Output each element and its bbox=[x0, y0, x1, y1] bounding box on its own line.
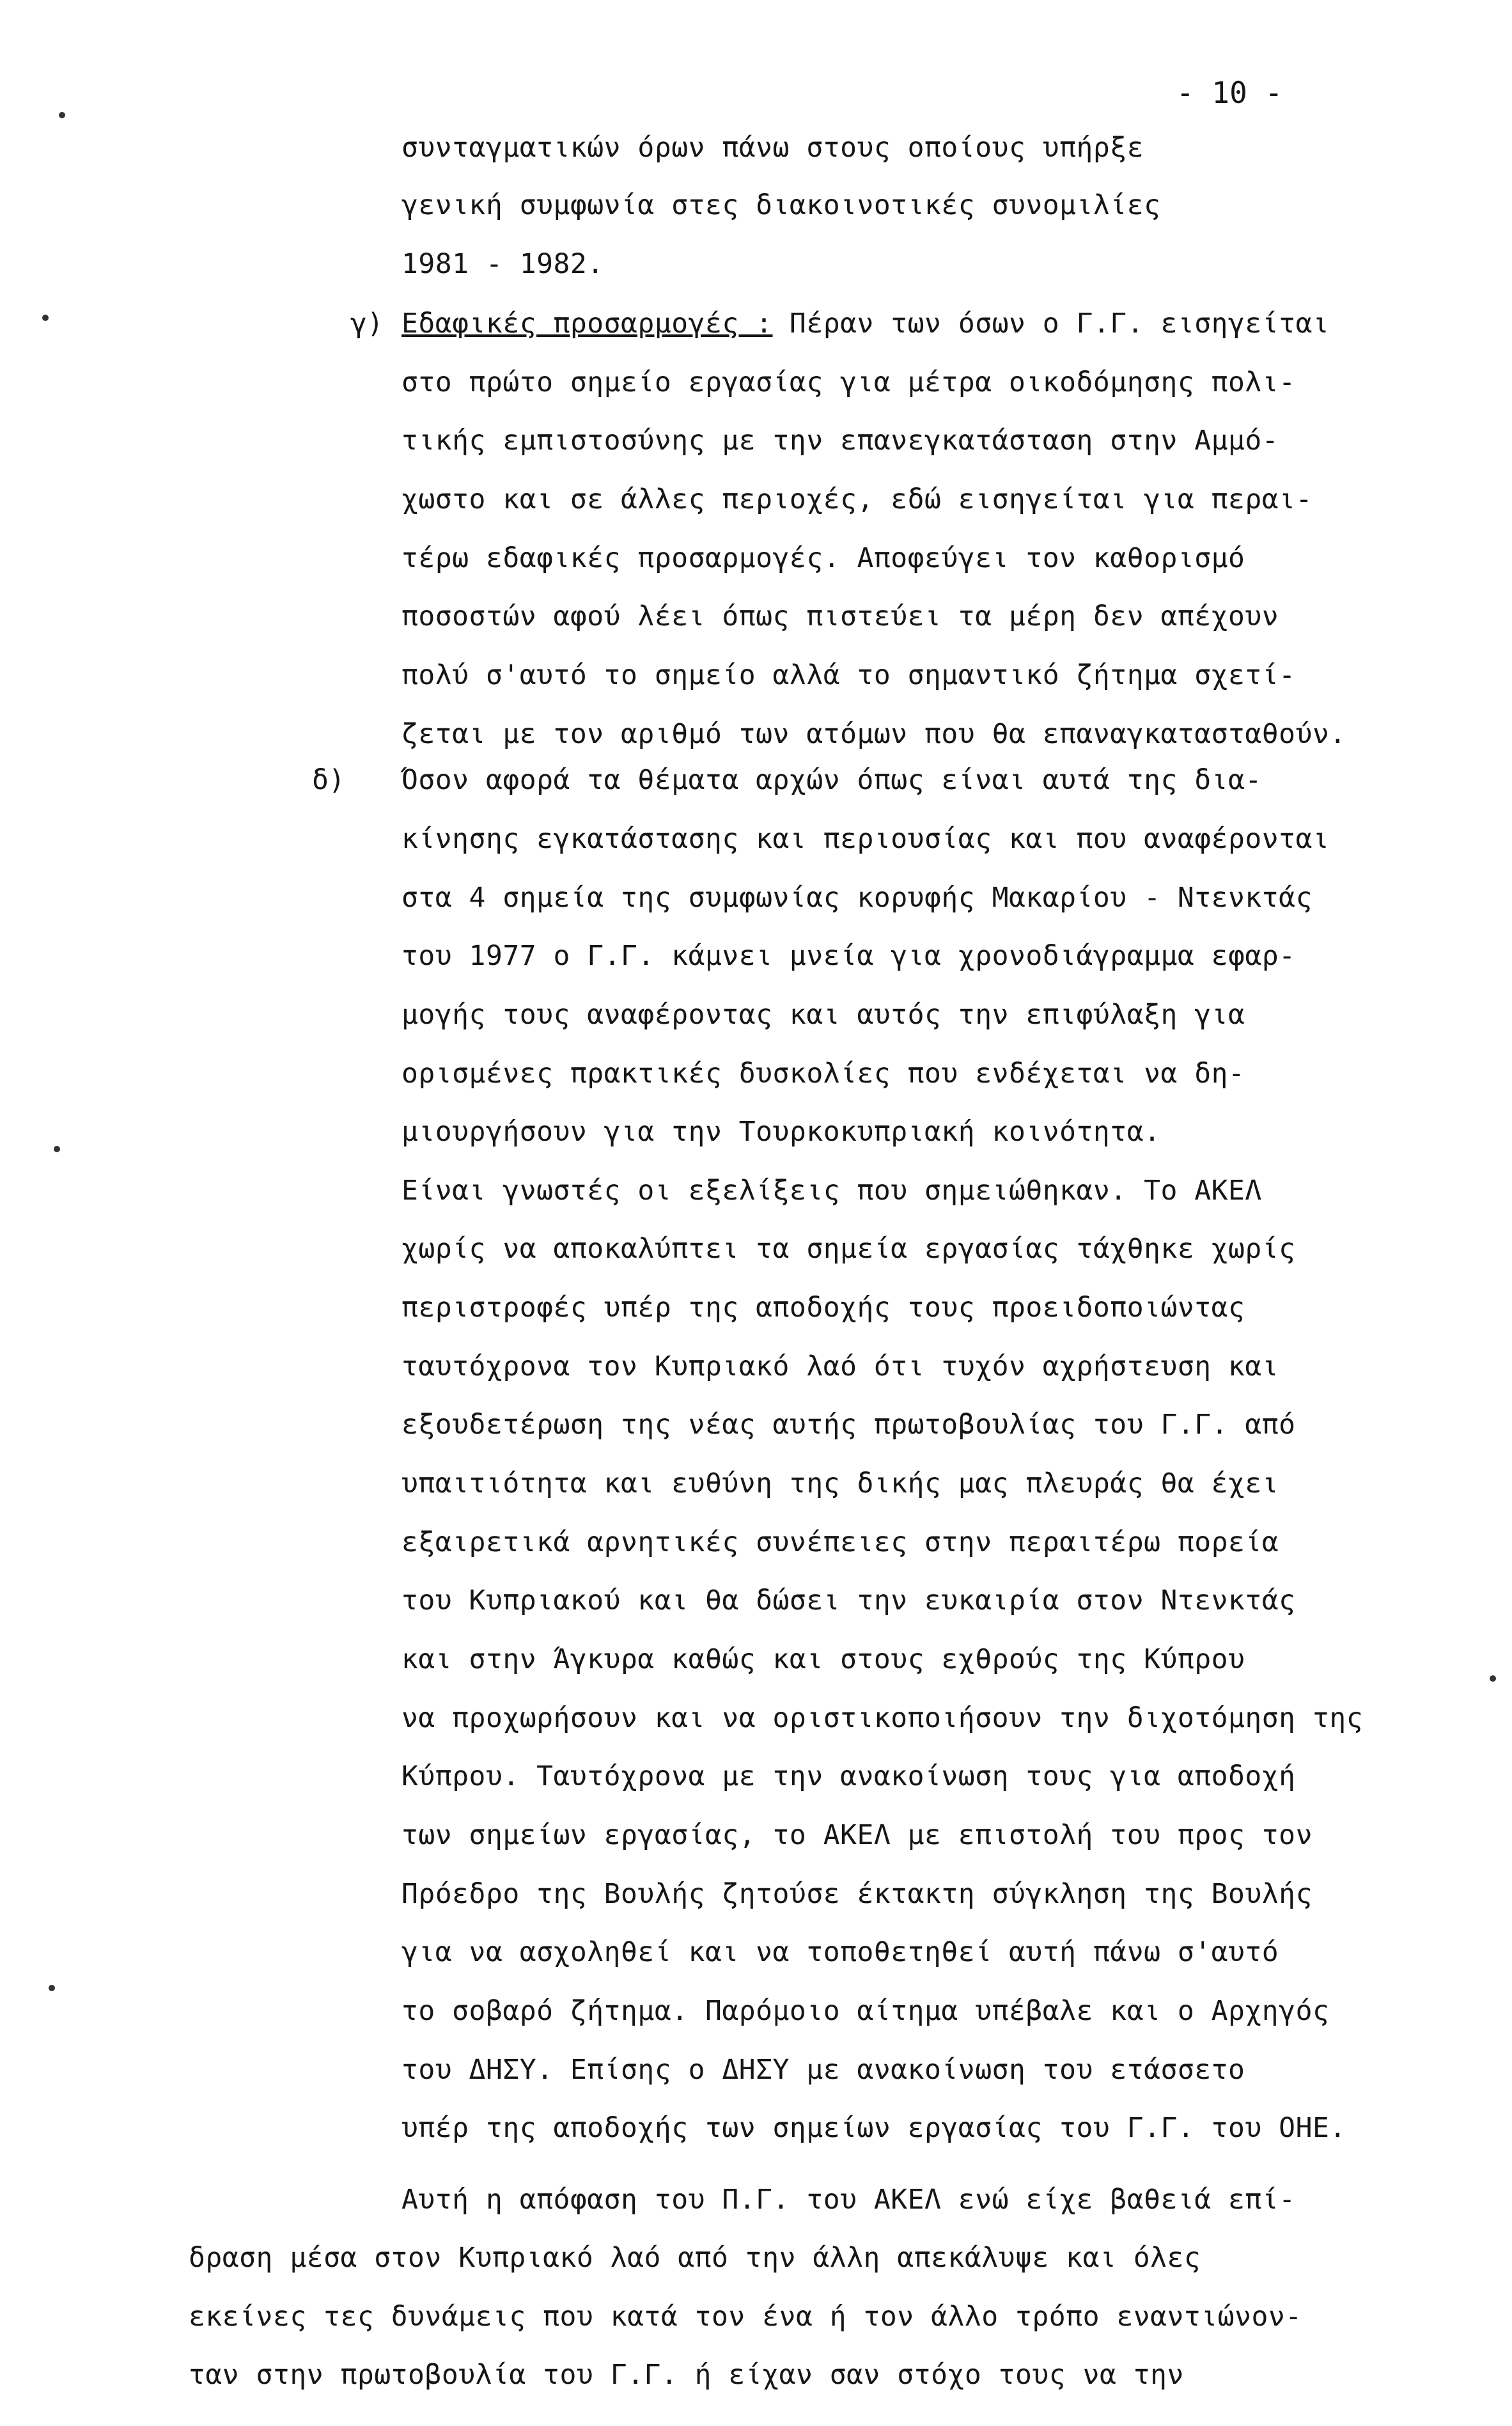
body-line: περιστροφές υπέρ της αποδοχής τους προειδοποιώντας bbox=[401, 1292, 1245, 1324]
body-line: ταν στην πρωτοβουλία του Γ.Γ. ή είχαν σαν στόχο τους να την bbox=[189, 2359, 1184, 2391]
body-line: Πρόεδρο της Βουλής ζητούσε έκτακτη σύγκληση της Βουλής bbox=[401, 1878, 1313, 1910]
scan-speck bbox=[49, 1985, 55, 1991]
body-line bbox=[401, 310, 1329, 338]
body-line: Είναι γνωστές οι εξελίξεις που σημειώθηκαν. Το ΑΚΕΛ bbox=[401, 1175, 1262, 1207]
body-line: ορισμένες πρακτικές δυσκολίες που ενδέχεται να δη- bbox=[401, 1058, 1245, 1090]
body-line: κίνησης εγκατάστασης και περιουσίας και που αναφέρονται bbox=[401, 823, 1330, 855]
heading-continuation: Πέραν των όσων ο Γ.Γ. εισηγείται bbox=[772, 308, 1330, 340]
body-line: Όσον αφορά τα θέματα αρχών όπως είναι αυτά της δια- bbox=[401, 764, 1262, 796]
body-line: συνταγματικών όρων πάνω στους οποίους υπήρξε bbox=[401, 132, 1144, 164]
body-line: στο πρώτο σημείο εργασίας για μέτρα οικοδόμησης πολι- bbox=[401, 366, 1296, 398]
body-line: Κύπρου. Ταυτόχρονα με την ανακοίνωση τους για αποδοχή bbox=[401, 1760, 1296, 1792]
scan-speck bbox=[42, 315, 49, 321]
body-line: τικής εμπιστοσύνης με την επανεγκατάσταση στην Αμμό- bbox=[401, 425, 1279, 457]
body-line: μιουργήσουν για την Τουρκοκυπριακή κοινότητα. bbox=[401, 1116, 1161, 1148]
body-line: του 1977 ο Γ.Γ. κάμνει μνεία για χρονοδιάγραμμα εφαρ- bbox=[401, 940, 1296, 972]
body-line: μογής τους αναφέροντας και αυτός την επιφύλαξη για bbox=[401, 999, 1245, 1031]
section-heading: Εδαφικές προσαρμογές : bbox=[401, 308, 773, 340]
body-line: εξαιρετικά αρνητικές συνέπειες στην περαιτέρω πορεία bbox=[401, 1526, 1279, 1558]
body-line: 1981 - 1982. bbox=[401, 248, 604, 280]
body-line: το σοβαρό ζήτημα. Παρόμοιο αίτημα υπέβαλε και ο Αρχηγός bbox=[401, 1995, 1330, 2027]
body-line: χωστο και σε άλλες περιοχές, εδώ εισηγείται για περαι- bbox=[401, 483, 1313, 515]
body-line: υπαιτιότητα και ευθύνη της δικής μας πλευράς θα έχει bbox=[401, 1467, 1279, 1499]
body-line: ζεται με τον αριθμό των ατόμων που θα επαναγκατασταθούν. bbox=[401, 718, 1346, 750]
page-number: - 10 - bbox=[1176, 75, 1283, 110]
body-line: στα 4 σημεία της συμφωνίας κορυφής Μακαρίου - Ντενκτάς bbox=[401, 882, 1313, 914]
body-line: να προχωρήσουν και να οριστικοποιήσουν την διχοτόμηση της bbox=[401, 1702, 1364, 1734]
body-line: εξουδετέρωση της νέας αυτής πρωτοβουλίας του Γ.Γ. από bbox=[401, 1409, 1296, 1441]
scan-speck bbox=[54, 1146, 60, 1152]
body-line: ποσοστών αφού λέει όπως πιστεύει τα μέρη δεν απέχουν bbox=[401, 600, 1279, 632]
body-line: του ΔΗΣΥ. Επίσης ο ΔΗΣΥ με ανακοίνωση του ετάσσετο bbox=[401, 2054, 1245, 2086]
body-line: και στην Άγκυρα καθώς και στους εχθρούς της Κύπρου bbox=[401, 1643, 1245, 1675]
body-line: για να ασχοληθεί και να τοποθετηθεί αυτή πάνω σ'αυτό bbox=[401, 1936, 1279, 1968]
body-line: εκείνες τες δυνάμεις που κατά τον ένα ή τον άλλο τρόπο εναντιώνον- bbox=[189, 2301, 1302, 2333]
body-line: γενική συμφωνία στες διακοινοτικές συνομιλίες bbox=[401, 189, 1161, 221]
body-line: πολύ σ'αυτό το σημείο αλλά το σημαντικό ζήτημα σχετί- bbox=[401, 659, 1296, 691]
body-line: των σημείων εργασίας, το ΑΚΕΛ με επιστολή του προς τον bbox=[401, 1819, 1313, 1851]
body-line: τέρω εδαφικές προσαρμογές. Αποφεύγει τον καθορισμό bbox=[401, 542, 1245, 574]
scan-speck bbox=[59, 112, 65, 118]
body-line: Αυτή η απόφαση του Π.Γ. του ΑΚΕΛ ενώ είχε βαθειά επί- bbox=[401, 2184, 1296, 2216]
body-line: χωρίς να αποκαλύπτει τα σημεία εργασίας τάχθηκε χωρίς bbox=[401, 1233, 1296, 1265]
list-marker: δ) bbox=[312, 764, 345, 796]
body-line: του Κυπριακού και θα δώσει την ευκαιρία στον Ντενκτάς bbox=[401, 1585, 1296, 1616]
scan-speck bbox=[1490, 1675, 1496, 1682]
body-line: υπέρ της αποδοχής των σημείων εργασίας του Γ.Γ. του ΟΗΕ. bbox=[401, 2112, 1346, 2144]
list-marker: γ) bbox=[350, 308, 384, 340]
body-line: ταυτόχρονα τον Κυπριακό λαό ότι τυχόν αχρήστευση και bbox=[401, 1350, 1279, 1382]
body-line: δραση μέσα στον Κυπριακό λαό από την άλλη απεκάλυψε και όλες bbox=[189, 2242, 1201, 2274]
